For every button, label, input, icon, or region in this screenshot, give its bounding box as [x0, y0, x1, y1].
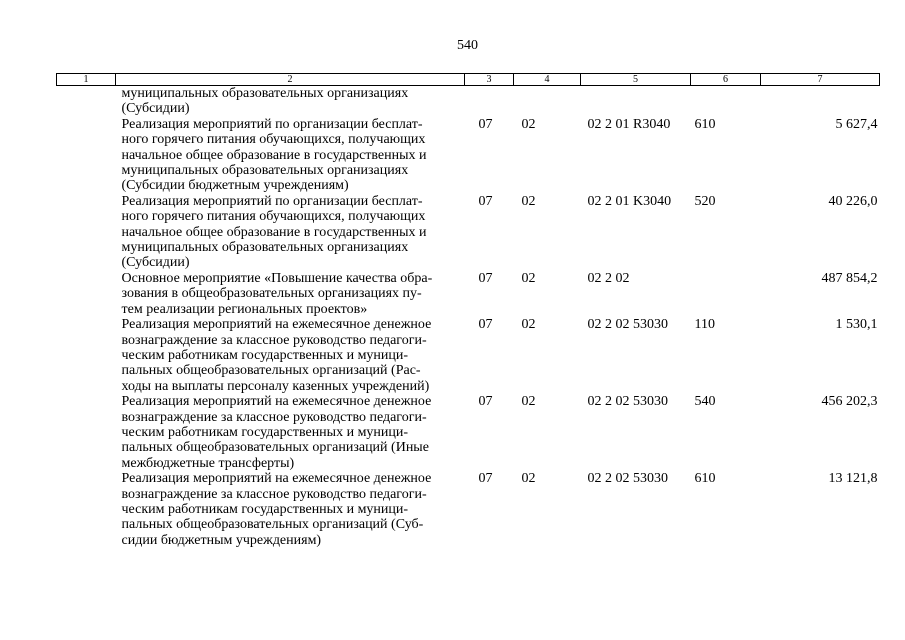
cell-section: 07	[478, 471, 493, 487]
cell-number	[57, 271, 116, 317]
table-row	[57, 271, 880, 317]
cell-amount: 5 627,4	[835, 116, 878, 132]
header-col-1: 1	[57, 74, 116, 86]
cell-name	[116, 271, 465, 317]
table-row	[57, 194, 880, 271]
cell-amount: 1 530,1	[835, 317, 878, 333]
name-line: сидии бюджетным учреждениям)	[121, 532, 322, 548]
cell-amount: 13 121,8	[828, 471, 878, 487]
name-line: Реализация мероприятий по организации бесплат-	[121, 193, 423, 209]
table-row	[57, 86, 880, 117]
name-line: вознаграждение за классное руководство педагоги-	[121, 409, 427, 425]
cell-target-article: 02 2 02	[587, 270, 630, 286]
name-line: Реализация мероприятий по организации бесплат-	[121, 116, 423, 132]
header-col-4: 4	[514, 74, 581, 86]
cell-subsection: 02	[521, 317, 536, 333]
cell-name	[116, 194, 465, 271]
cell-number	[57, 394, 116, 471]
header-col-6: 6	[691, 74, 761, 86]
name-line: пальных общеобразовательных организаций (Суб-	[121, 517, 424, 533]
table-header	[57, 74, 880, 86]
name-line: вознаграждение за классное руководство педагоги-	[121, 332, 427, 348]
cell-section: 07	[478, 193, 493, 209]
cell-name	[116, 117, 465, 194]
header-row	[57, 74, 880, 86]
cell-expense-type: 610	[694, 471, 716, 487]
cell-target-article: 02 2 01 K3040	[587, 193, 672, 209]
cell-amount: 40 226,0	[828, 193, 878, 209]
name-line: муниципальных образовательных организациях	[121, 86, 409, 101]
cell-section	[465, 86, 514, 117]
cell-target-article: 02 2 02 53030	[587, 317, 668, 333]
cell-number	[57, 471, 116, 548]
name-line: ческим работникам государственных и муници-	[121, 347, 409, 363]
cell-subsection	[514, 86, 581, 117]
name-line: ходы на выплаты персоналу казенных учреждений)	[121, 378, 430, 394]
header-col-3: 3	[465, 74, 514, 86]
cell-expense-type	[691, 271, 761, 317]
cell-section: 07	[478, 116, 493, 132]
name-line: (Субсидии бюджетным учреждениям)	[121, 178, 349, 194]
name-line: муниципальных образовательных организациях	[121, 240, 409, 256]
cell-subsection: 02	[521, 116, 536, 132]
name-line: (Субсидии)	[121, 101, 190, 117]
name-line: начальное общее образование в государственных и	[121, 147, 427, 163]
cell-section: 07	[478, 394, 493, 410]
name-line: тем реализации региональных проектов»	[121, 301, 368, 317]
name-line: вознаграждение за классное руководство педагоги-	[121, 486, 427, 502]
table-row	[57, 394, 880, 471]
cell-name	[116, 471, 465, 548]
cell-target-article: 02 2 02 53030	[587, 394, 668, 410]
cell-expense-type: 520	[694, 193, 716, 209]
cell-expense-type: 540	[694, 394, 716, 410]
table-row	[57, 317, 880, 394]
cell-subsection: 02	[521, 394, 536, 410]
name-line: Основное мероприятие «Повышение качества обра-	[121, 270, 433, 286]
name-line: Реализация мероприятий на ежемесячное денежное	[121, 317, 432, 333]
name-line: муниципальных образовательных организациях	[121, 163, 409, 179]
table-body	[57, 86, 880, 549]
header-col-7: 7	[761, 74, 880, 86]
cell-expense-type: 610	[694, 116, 716, 132]
name-line: ного горячего питания обучающихся, получающих	[121, 209, 426, 225]
name-line: Реализация мероприятий на ежемесячное денежное	[121, 394, 432, 410]
cell-target-article: 02 2 01 R3040	[587, 116, 671, 132]
cell-name	[116, 394, 465, 471]
cell-section: 07	[478, 317, 493, 333]
cell-number	[57, 317, 116, 394]
table-row	[57, 117, 880, 194]
page-number: 540	[457, 38, 478, 53]
cell-name	[116, 317, 465, 394]
name-line: межбюджетные трансферты)	[121, 455, 295, 471]
cell-number	[57, 86, 116, 117]
name-line: Реализация мероприятий на ежемесячное денежное	[121, 471, 432, 487]
header-col-2: 2	[116, 74, 465, 86]
cell-subsection: 02	[521, 270, 536, 286]
cell-amount: 456 202,3	[821, 394, 878, 410]
name-line: ного горячего питания обучающихся, получающих	[121, 132, 426, 148]
budget-table	[56, 73, 880, 548]
name-line: зования в общеобразовательных организациях пу-	[121, 286, 422, 302]
table-row	[57, 471, 880, 548]
name-line: пальных общеобразовательных организаций (Иные	[121, 440, 429, 456]
name-line: начальное общее образование в государственных и	[121, 224, 427, 240]
cell-target-article	[581, 86, 691, 117]
cell-target-article: 02 2 02 53030	[587, 471, 668, 487]
cell-amount	[761, 86, 880, 117]
cell-number	[57, 117, 116, 194]
name-line: ческим работникам государственных и муници-	[121, 501, 409, 517]
cell-amount: 487 854,2	[821, 270, 878, 286]
header-col-5: 5	[581, 74, 691, 86]
cell-subsection: 02	[521, 193, 536, 209]
name-line: пальных общеобразовательных организаций (Рас-	[121, 363, 421, 379]
cell-number	[57, 194, 116, 271]
cell-expense-type: 110	[694, 317, 715, 333]
cell-subsection: 02	[521, 471, 536, 487]
name-line: (Субсидии)	[121, 255, 190, 271]
cell-section: 07	[478, 270, 493, 286]
name-line: ческим работникам государственных и муници-	[121, 424, 409, 440]
cell-expense-type	[691, 86, 761, 117]
cell-name	[116, 86, 465, 117]
